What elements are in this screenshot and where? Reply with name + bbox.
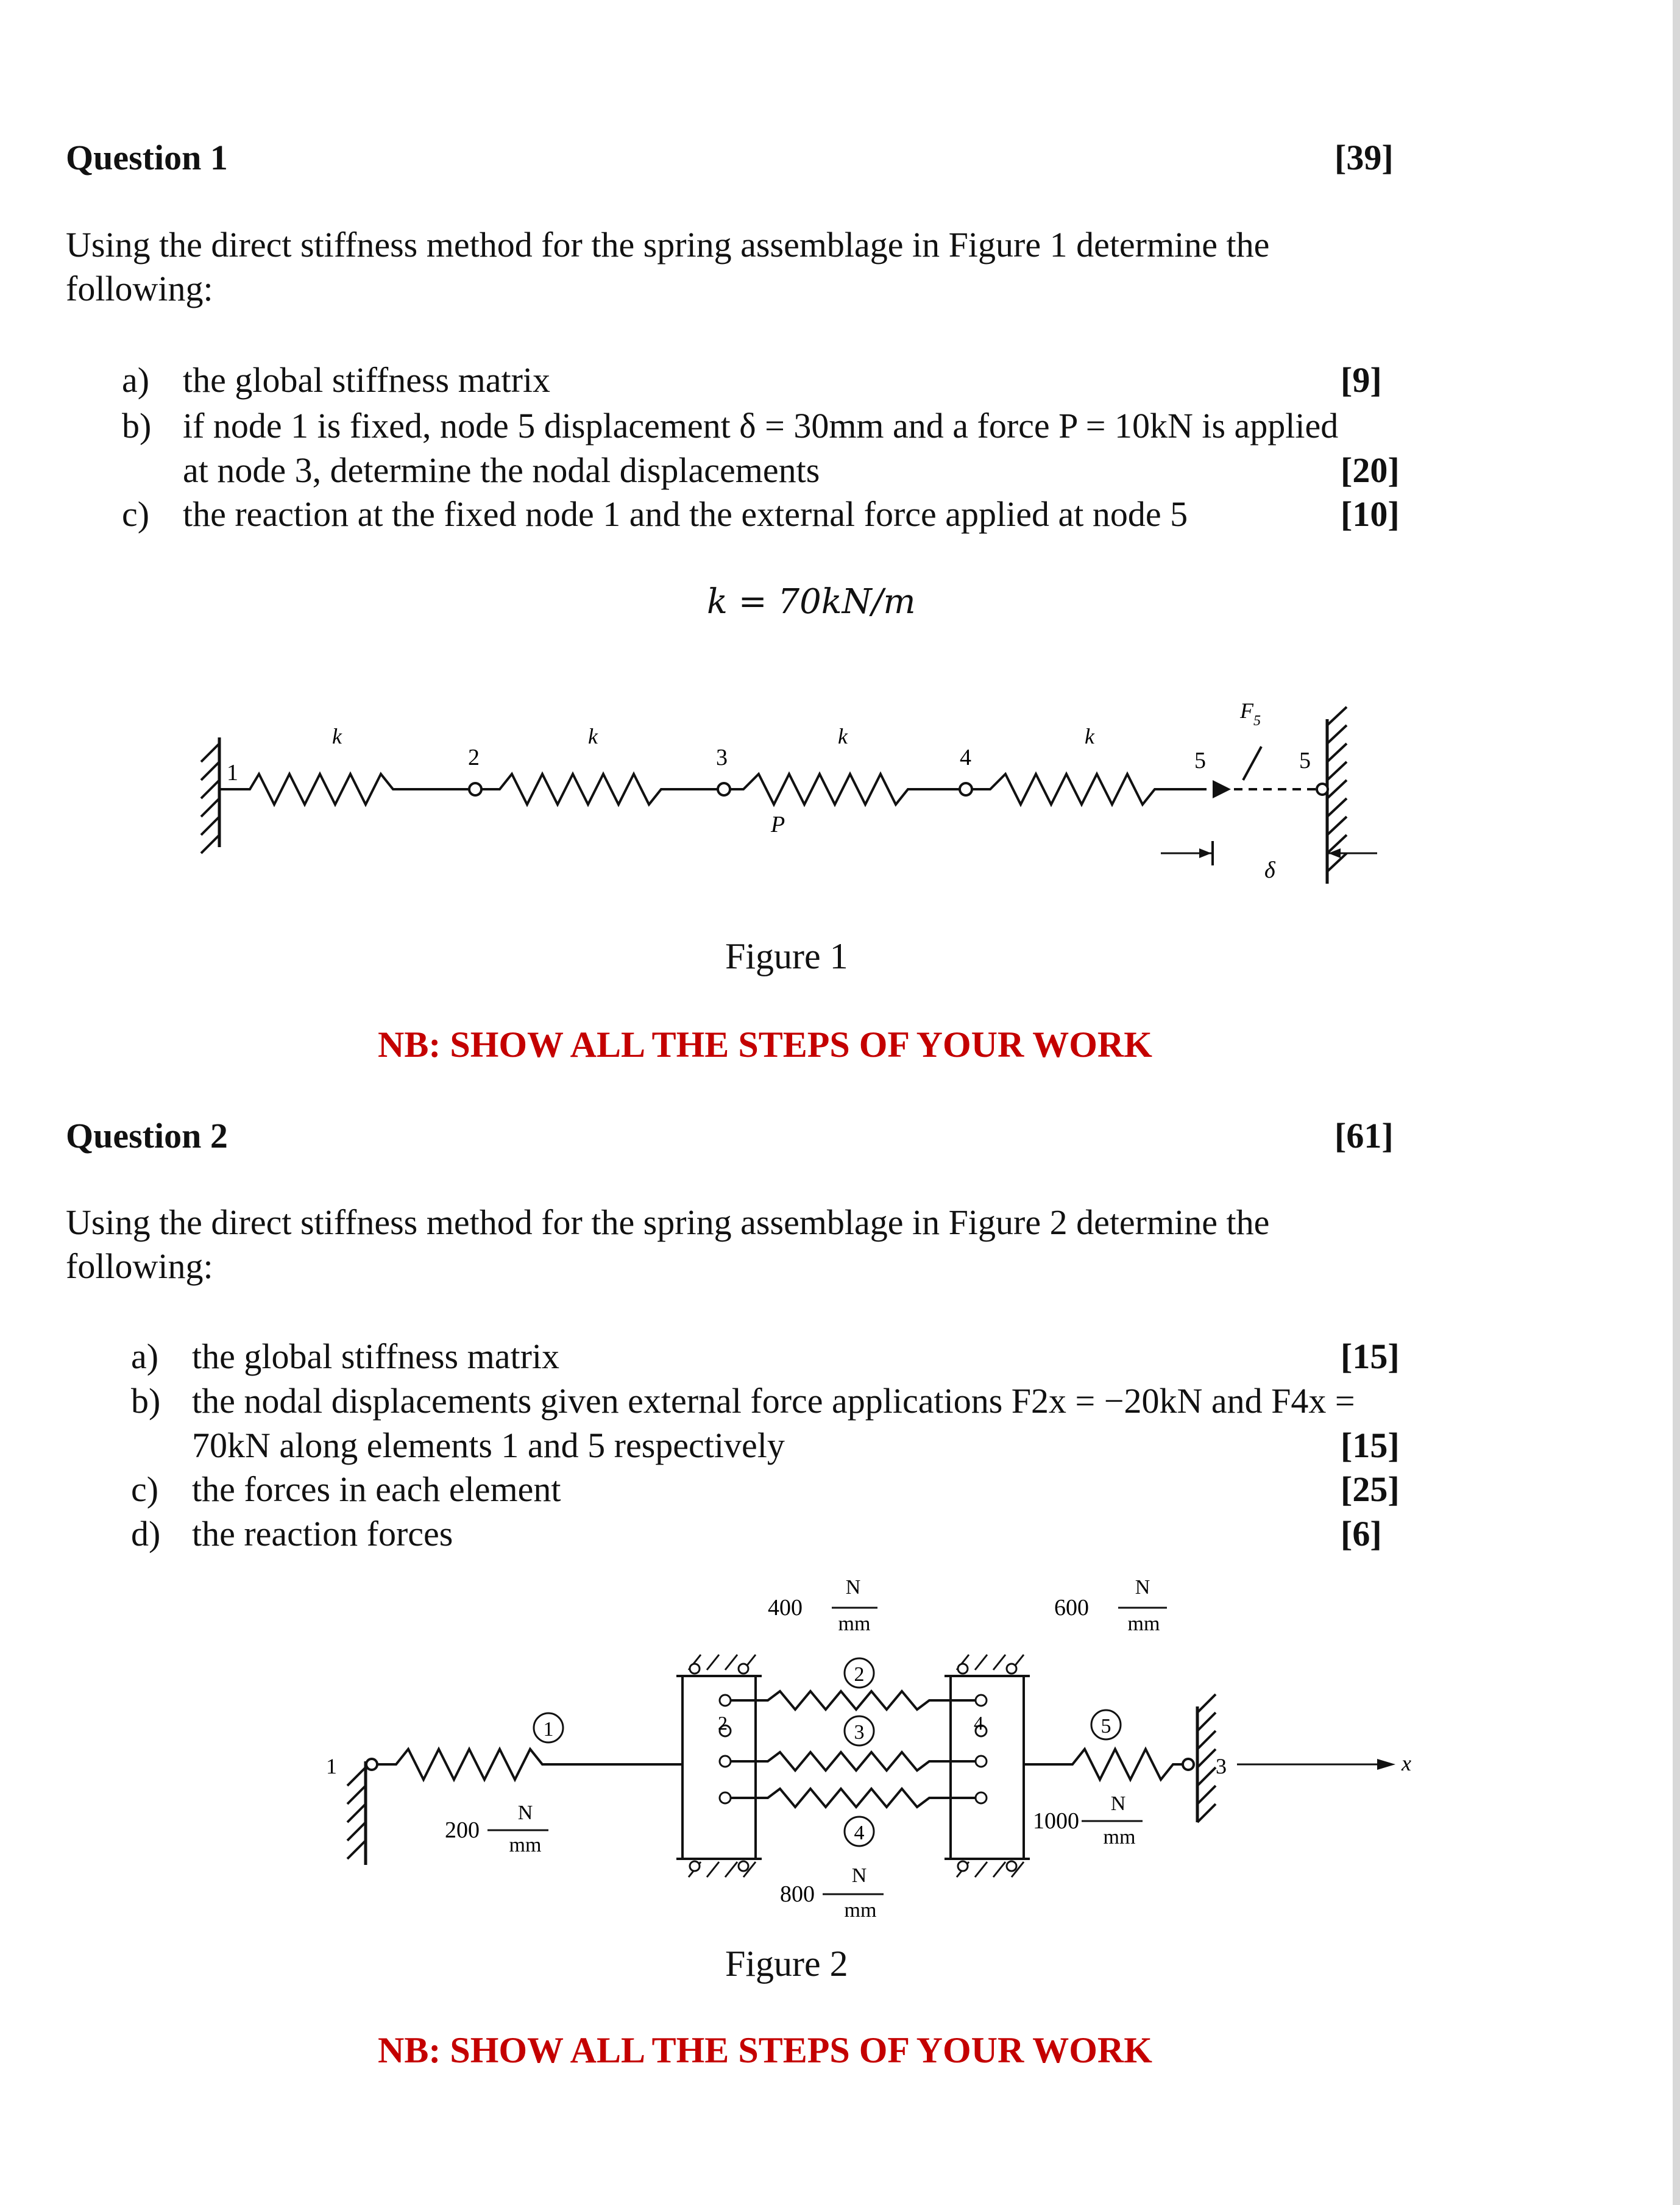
fig2-spring-3 (731, 1752, 975, 1770)
fig2-unit-num-4: N (851, 1864, 867, 1887)
fig2-stiffness-value-4: 800 (780, 1881, 815, 1907)
fig2-axis-label: x (1402, 1751, 1411, 1775)
fig1-right-wall (1317, 707, 1347, 884)
fig2-element-label-3: 3 (854, 1721, 865, 1744)
fig2-node-label-3: 3 (1216, 1754, 1227, 1778)
fig2-stiffness-1000 (1033, 1792, 1143, 1848)
fig1-left-wall (201, 737, 219, 853)
fig2-node-label-1: 1 (326, 1754, 337, 1778)
q1-marks: [39] (1334, 138, 1394, 177)
q2-item-a-text: the global stiffness matrix (192, 1337, 559, 1376)
fig2-node-label-2: 2 (718, 1712, 728, 1734)
fig2-stiffness-value-2: 400 (768, 1595, 803, 1621)
figure-1-caption: Figure 1 (725, 936, 848, 976)
fig2-unit-den-1: mm (509, 1834, 542, 1856)
fig2-unit-den-4: mm (844, 1899, 877, 1922)
q2-item-c-label: c) (131, 1469, 159, 1509)
fig2-spring-4 (731, 1789, 975, 1807)
fig2-unit-num-600: N (1135, 1576, 1150, 1599)
page-right-border (1673, 0, 1680, 2205)
fig1-spring-label-1: k (332, 724, 342, 748)
q2-intro-line1: Using the direct stiffness method for the spring assemblage in Figure 2 determine the (66, 1202, 1270, 1242)
fig1-spring-label-4: k (1085, 724, 1094, 748)
q2-item-d-marks: [6] (1341, 1514, 1382, 1553)
fig2-element-label-5: 5 (1101, 1715, 1111, 1738)
fig2-unit-num-1: N (517, 1802, 533, 1824)
fig2-stiffness-value-5: 1000 (1033, 1808, 1079, 1834)
q2-marks: [61] (1334, 1116, 1394, 1156)
fig2-spring-5 (1024, 1749, 1182, 1780)
fig1-node-label-1: 1 (227, 760, 238, 786)
q1-item-c-label: c) (122, 494, 150, 534)
fig1-node-label-3: 3 (716, 745, 728, 770)
fig1-node-label-5: 5 (1194, 748, 1206, 773)
fig1-displacement-label: δ (1264, 857, 1275, 883)
fig1-load-label-P: P (771, 812, 785, 837)
fig2-stiffness-600 (1054, 1576, 1167, 1635)
fig1-node-label-2: 2 (468, 745, 480, 770)
q1-item-a-label: a) (122, 360, 150, 400)
q1-item-b-label: b) (122, 406, 152, 446)
q2-nb-note: NB: SHOW ALL THE STEPS OF YOUR WORK (378, 2030, 1152, 2070)
fig1-spring-2 (481, 774, 718, 804)
fig1-spring-label-3: k (838, 724, 848, 748)
fig2-unit-den-5: mm (1103, 1826, 1136, 1848)
q2-item-d-text: the reaction forces (192, 1514, 453, 1553)
q2-item-c-marks: [25] (1341, 1469, 1400, 1509)
q2-item-a-marks: [15] (1341, 1337, 1400, 1376)
q1-item-b-text: if node 1 is fixed, node 5 displacement δ = 30mm and a force P = 10kN is applied (183, 406, 1339, 446)
q2-item-b-marks: [15] (1341, 1426, 1400, 1465)
fig1-node-4 (960, 783, 972, 795)
fig1-node-5-arrow (1213, 780, 1231, 798)
q2-item-b-label: b) (131, 1381, 161, 1421)
figure-2 (305, 1572, 1462, 1950)
fig2-stiffness-200 (445, 1802, 548, 1856)
q1-item-c-text: the reaction at the fixed node 1 and the external force applied at node 5 (183, 494, 1188, 534)
q1-item-c-marks: [10] (1341, 494, 1400, 534)
q1-intro-line1: Using the direct stiffness method for the spring assemblage in Figure 1 determine the (66, 225, 1270, 265)
fig2-left-wall (347, 1759, 377, 1865)
fig2-spring-1 (378, 1749, 682, 1780)
fig1-node-3 (718, 783, 730, 795)
fig1-spring-4 (972, 774, 1207, 804)
q2-item-d-label: d) (131, 1514, 161, 1553)
fig2-stiffness-400 (768, 1576, 877, 1635)
fig2-unit-num-5: N (1110, 1792, 1126, 1815)
fig2-stiffness-value-1: 200 (445, 1817, 480, 1843)
fig2-element-label-4: 4 (854, 1822, 865, 1844)
figure-1 (183, 683, 1432, 914)
fig1-force-subscript: 5 (1253, 713, 1261, 729)
q1-nb-note: NB: SHOW ALL THE STEPS OF YOUR WORK (378, 1024, 1152, 1065)
q2-item-c-text: the forces in each element (192, 1469, 561, 1509)
q2-item-a-label: a) (131, 1337, 159, 1376)
fig2-stiffness-800 (780, 1864, 884, 1922)
q1-intro-line2: following: (66, 269, 213, 308)
figure-2-caption: Figure 2 (725, 1944, 848, 1984)
fig1-node-2 (469, 783, 481, 795)
q1-item-a-marks: [9] (1341, 360, 1382, 400)
fig1-spring-1 (221, 774, 469, 804)
q2-item-b-text2: 70kN along elements 1 and 5 respectively (192, 1426, 785, 1465)
fig1-node-label-5b: 5 (1299, 748, 1311, 773)
fig2-node-label-4: 4 (974, 1712, 984, 1734)
fig1-spring-3 (730, 774, 960, 804)
q1-title: Question 1 (66, 138, 228, 177)
fig1-node-label-4: 4 (960, 745, 971, 770)
q1-item-b-marks: [20] (1341, 450, 1400, 490)
fig2-unit-den-600: mm (1127, 1613, 1160, 1635)
fig2-right-wall (1183, 1694, 1216, 1822)
fig2-x-axis (1237, 1759, 1395, 1770)
q1-stiffness-equation: k = 70kN/m (707, 582, 916, 622)
fig1-spring-label-2: k (588, 724, 598, 748)
fig2-block-node-4 (945, 1655, 1030, 1877)
fig2-stiffness-value-5-top: 600 (1054, 1595, 1089, 1621)
q2-title: Question 2 (66, 1116, 228, 1156)
fig2-unit-den-2: mm (838, 1613, 871, 1635)
fig2-element-label-2: 2 (854, 1663, 865, 1686)
fig1-force-label: F (1240, 698, 1253, 723)
fig2-unit-num-2: N (845, 1576, 861, 1599)
fig2-spring-2 (731, 1691, 975, 1710)
q2-item-b-text: the nodal displacements given external force applications F2x = −20kN and F4x = (192, 1381, 1355, 1421)
q2-intro-line2: following: (66, 1246, 213, 1286)
fig2-element-label-1: 1 (543, 1718, 554, 1741)
q1-item-b-text2: at node 3, determine the nodal displacements (183, 450, 820, 490)
q1-item-a-text: the global stiffness matrix (183, 360, 550, 400)
fig2-block-node-2 (676, 1655, 762, 1877)
